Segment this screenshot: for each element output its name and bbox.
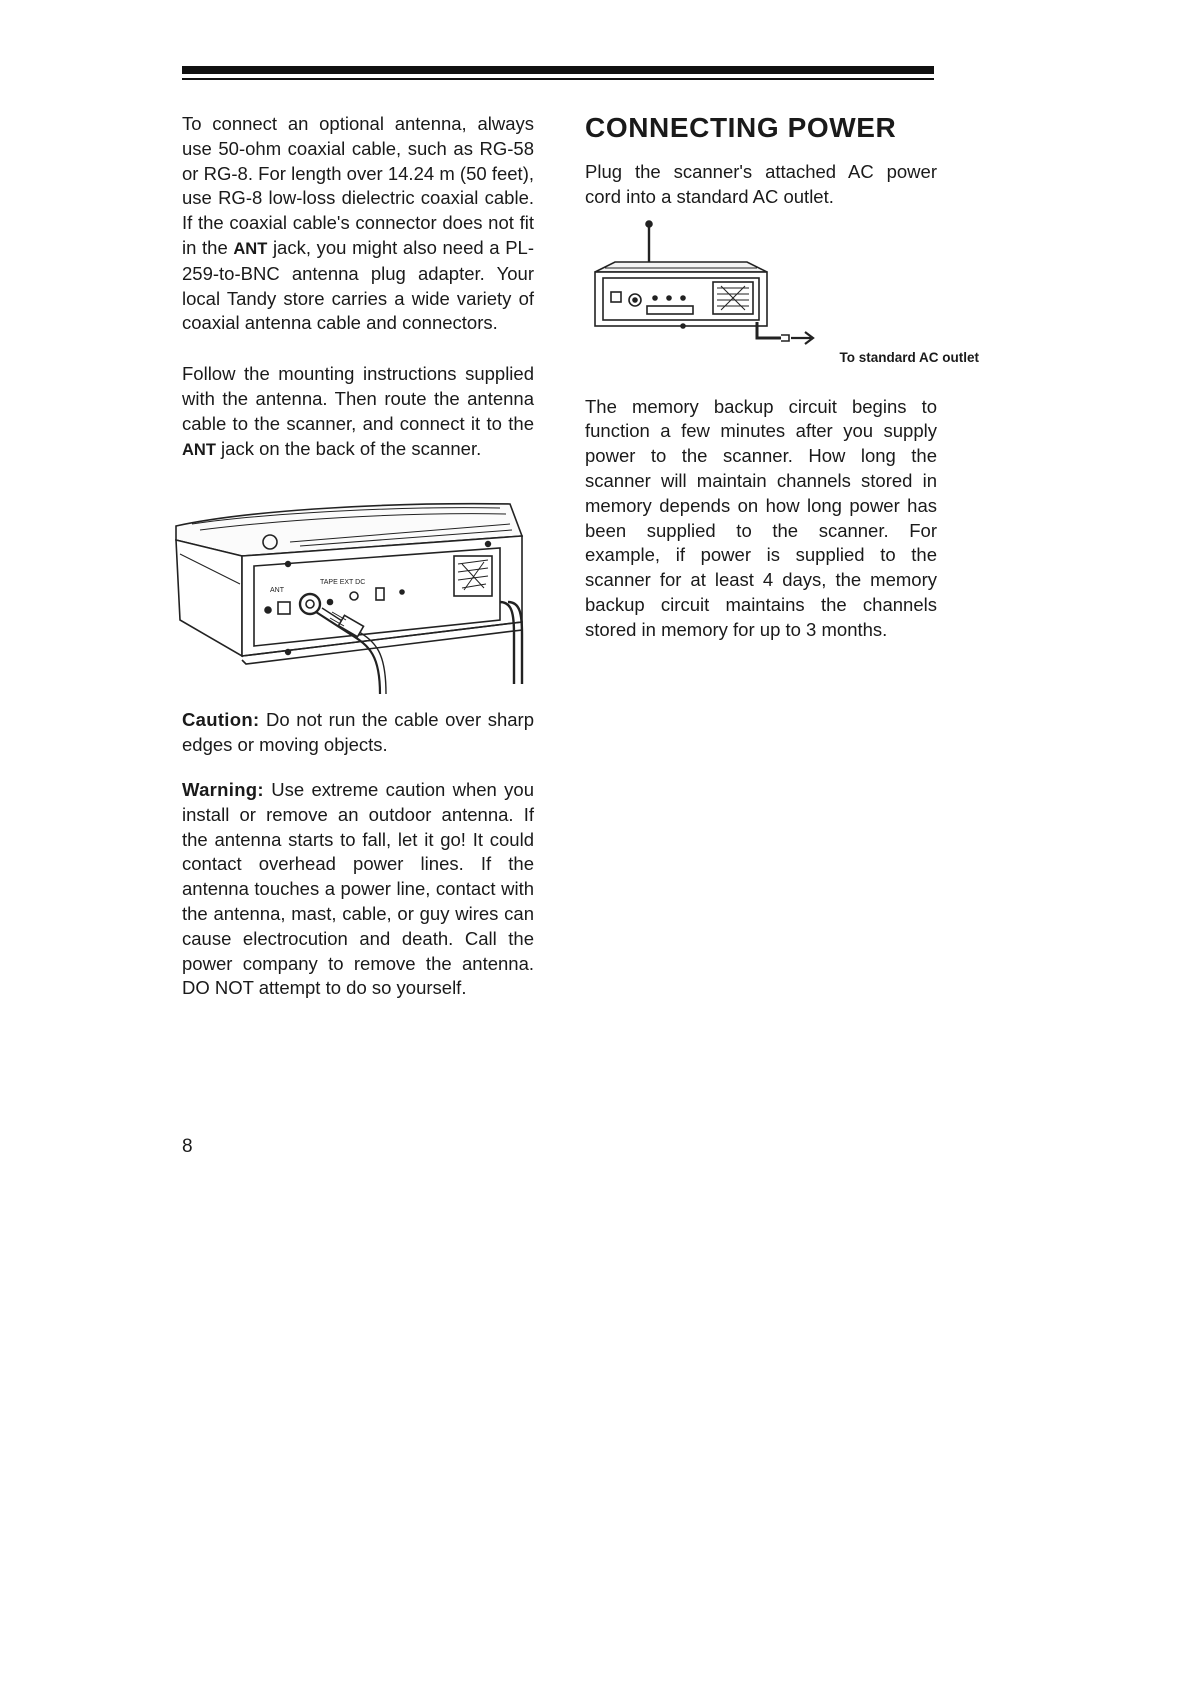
ant-jack-label: ANT — [182, 440, 216, 459]
top-rule-thin — [182, 78, 934, 80]
warning-label: Warning: — [182, 778, 264, 800]
mounting-paragraph: Follow the mounting instructions supplied with the antenna. Then route the antenna cable to the scanner, and connect it to the ANT jack on the back of the scanner. — [182, 363, 534, 459]
power-figure — [585, 218, 979, 373]
left-column — [182, 112, 534, 1001]
top-rule-thick — [182, 66, 934, 74]
svg-text:ANT: ANT — [270, 587, 284, 595]
caution-paragraph: Caution: Do not run the cable over sharp edges or moving objects. — [182, 709, 534, 756]
page-number: 8 — [182, 1136, 193, 1157]
warning-paragraph: Warning: Use extreme caution when you install or remove an outdoor antenna. If the antenna starts to fall, let it go! It could contact overhead power lines. If the antenna touches a power line, contact with the antenna, mast, cable, or guy wires can cause electrocution and death. Call the power company to remove the antenna. DO NOT attempt to do so yourself. — [182, 778, 534, 999]
ant-jack-label: ANT — [233, 239, 268, 258]
right-column — [585, 112, 979, 643]
scanner-rear-illustration — [170, 484, 530, 694]
plug-instructions: Plug the scanner's attached AC power cord into a standard AC outlet. — [585, 161, 937, 207]
caution-label: Caution: — [182, 709, 260, 731]
ac-outlet-caption: To standard AC outlet — [839, 349, 979, 365]
section-heading: CONNECTING POWER — [585, 112, 897, 143]
memory-backup-paragraph: The memory backup circuit begins to function a few minutes after you supply power to the scanner. How long the scanner will maintain channels stored in memory depends on how long power has been supplied to the scanner. For example, if power is supplied to the scanner for at least 4 days, the memory backup circuit maintains the channels stored in memory for up to 3 months. — [585, 395, 937, 640]
scanner-front-illustration — [585, 218, 885, 348]
svg-text:TAPE EXT DC: TAPE EXT DC — [320, 579, 366, 587]
antenna-cable-paragraph: To connect an optional antenna, always use 50-ohm coaxial cable, such as RG-58 or RG-8. For length over 14.24 m (50 feet), use RG-8 low-loss dielectric coaxial cable. If the coaxial cable's connector does not fit in the ANT jack, you might also need a PL-259-to-BNC antenna plug adapter. Your local Tandy store carries a wide variety of coaxial antenna cable and connectors. — [182, 113, 534, 334]
